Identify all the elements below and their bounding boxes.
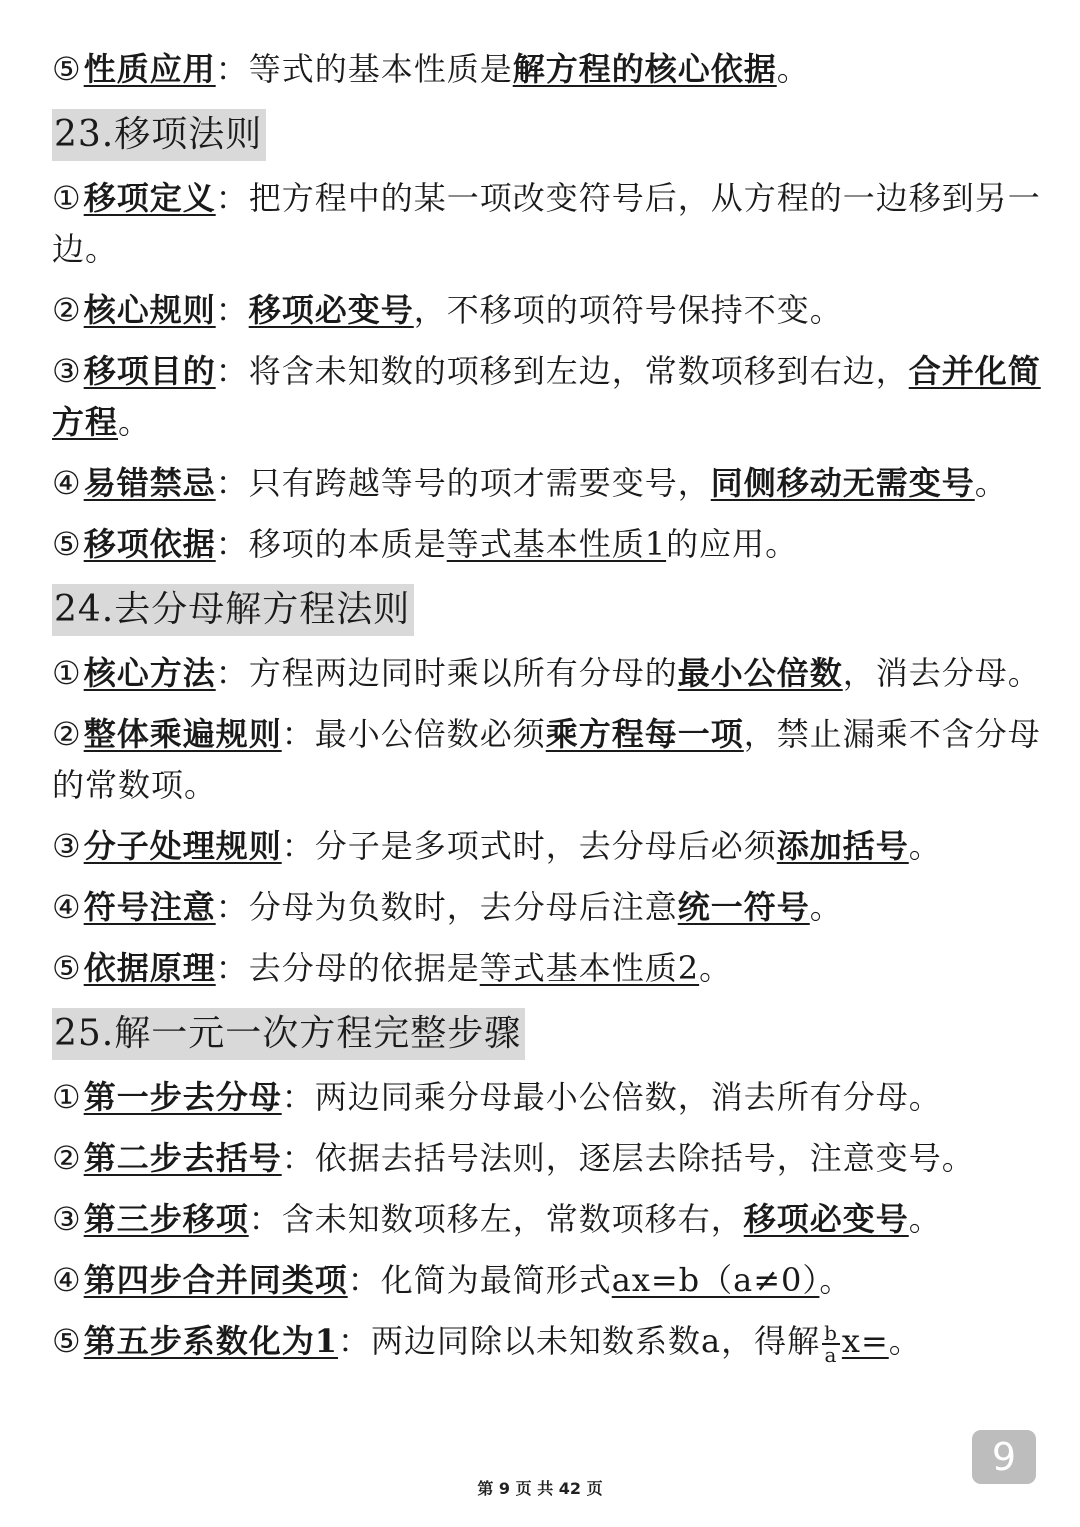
item-end: ，消去分母。 (842, 654, 1041, 692)
list-item (52, 1133, 1042, 1184)
item-colon: ： (215, 888, 249, 926)
item-label: 第五步系数化为1 (83, 1322, 338, 1360)
page-number-badge: 9 (972, 1430, 1036, 1484)
item-text: 将含未知数的项移到左边，常数项移到右边， (248, 352, 909, 390)
item-number: ⑤ (52, 50, 82, 88)
item-label: 第三步移项 (83, 1200, 249, 1238)
list-item (52, 709, 1042, 811)
item-colon: ： (215, 949, 249, 987)
item-text: 只有跨越等号的项才需要变号， (248, 464, 711, 502)
item-number: ③ (52, 1200, 82, 1238)
fraction-numerator: b (824, 1320, 838, 1345)
list-item (52, 1072, 1042, 1123)
item-label: 移项定义 (83, 179, 216, 217)
item-label: 核心规则 (83, 291, 216, 329)
item-number: ② (52, 291, 82, 329)
item-end: 。 (908, 1200, 942, 1238)
item-keyword: 乘方程每一项 (545, 715, 744, 753)
item-colon: ： (281, 1078, 315, 1116)
list-item (52, 821, 1042, 872)
item-text: ，不移项的项符号保持不变。 (413, 291, 843, 329)
list-item (52, 346, 1042, 448)
item-text: 两边同乘分母最小公倍数，消去所有分母。 (314, 1078, 942, 1116)
section-heading: 23.移项法则 (52, 109, 266, 161)
item-end: 。 (809, 888, 843, 926)
item-keyword: 合并化简方程 (52, 352, 1041, 441)
item-keyword: 等式基本性质1 (446, 525, 667, 563)
item-text: 分子是多项式时，去分母后必须 (314, 827, 777, 865)
item-label: 依据原理 (83, 949, 216, 987)
item-text: 分母为负数时，去分母后注意 (248, 888, 678, 926)
list-item (52, 882, 1042, 933)
list-item (52, 519, 1042, 570)
item-keyword: 最小公倍数 (677, 654, 843, 692)
item-label: 分子处理规则 (83, 827, 282, 865)
list-item (52, 943, 1042, 994)
item-text: 方程两边同时乘以所有分母的 (248, 654, 678, 692)
item-label: 第一步去分母 (83, 1078, 282, 1116)
item-keyword: 添加括号 (776, 827, 909, 865)
item-text: 去分母的依据是 (248, 949, 480, 987)
item-label: 移项依据 (83, 525, 216, 563)
item-text: 移项的本质是 (248, 525, 447, 563)
list-item (52, 1194, 1042, 1245)
item-text: 最小公倍数必须 (314, 715, 546, 753)
item-colon: ： (281, 1139, 315, 1177)
item-colon: ： (337, 1322, 371, 1360)
item-number: ① (52, 179, 82, 217)
item-keyword: 统一符号 (677, 888, 810, 926)
item-end: ，禁止漏乘不含分母的常数项。 (52, 715, 1041, 804)
item-colon: ： (215, 352, 249, 390)
item-label: 核心方法 (83, 654, 216, 692)
item-text: 把方程中的某一项改变符号后，从方程的一边移到另一边。 (52, 179, 1041, 268)
list-item (52, 173, 1042, 275)
item-keyword: 移项必变号 (743, 1200, 909, 1238)
item-number: ③ (52, 352, 82, 390)
section-heading: 24.去分母解方程法则 (52, 584, 414, 636)
item-end: 。 (974, 464, 1008, 502)
item-text: 含未知数项移左，常数项移右， (281, 1200, 744, 1238)
item-label: 整体乘遍规则 (83, 715, 282, 753)
list-item (52, 458, 1042, 509)
item-keyword: x= (841, 1322, 889, 1360)
item-keyword: ax=b（a≠0） (611, 1261, 820, 1299)
item-number: ② (52, 1139, 82, 1177)
section-heading: 25.解一元一次方程完整步骤 (52, 1008, 525, 1060)
item-label: 易错禁忌 (83, 464, 216, 502)
fraction-denominator: a (824, 1342, 838, 1367)
list-item (52, 648, 1042, 699)
item-end: 。 (888, 1322, 922, 1360)
item-text: 等式的基本性质是 (248, 50, 513, 88)
item-colon: ： (215, 525, 249, 563)
item-end: 。 (819, 1261, 853, 1299)
item-colon: ： (215, 50, 249, 88)
item-label: 第四步合并同类项 (83, 1261, 348, 1299)
item-colon: ： (248, 1200, 282, 1238)
item-colon: ： (281, 827, 315, 865)
item-text: 依据去括号法则，逐层去除括号，注意变号。 (314, 1139, 975, 1177)
item-label: 符号注意 (83, 888, 216, 926)
item-end: 。 (699, 949, 733, 987)
item-keyword: 同侧移动无需变号 (710, 464, 975, 502)
item-colon: ： (281, 715, 315, 753)
item-colon: ： (347, 1261, 381, 1299)
fraction (822, 1320, 840, 1367)
item-keyword: 移项必变号 (248, 291, 414, 329)
item-text: 两边同除以未知数系数a，得解 (370, 1322, 821, 1360)
list-item (52, 1316, 1042, 1367)
item-number: ① (52, 654, 82, 692)
page-footer: 第 9 页 共 42 页 (477, 1479, 603, 1498)
item-number: ④ (52, 464, 82, 502)
item-number: ⑤ (52, 949, 82, 987)
item-end: 。 (908, 827, 942, 865)
item-keyword: 等式基本性质2 (479, 949, 700, 987)
item-number: ⑤ (52, 525, 82, 563)
item-colon: ： (215, 654, 249, 692)
item-number: ④ (52, 1261, 82, 1299)
item-label: 第二步去括号 (83, 1139, 282, 1177)
item-number: ⑤ (52, 1322, 82, 1360)
item-colon: ： (215, 179, 249, 217)
list-item (52, 44, 1042, 95)
item-number: ④ (52, 888, 82, 926)
item-end: 。 (118, 403, 152, 441)
item-number: ① (52, 1078, 82, 1116)
list-item (52, 1255, 1042, 1306)
list-item (52, 285, 1042, 336)
item-number: ② (52, 715, 82, 753)
item-colon: ： (215, 291, 249, 329)
item-number: ③ (52, 827, 82, 865)
item-colon: ： (215, 464, 249, 502)
item-label: 性质应用 (83, 50, 216, 88)
item-label: 移项目的 (83, 352, 216, 390)
document-page (52, 44, 1042, 1377)
item-text: 化简为最简形式 (380, 1261, 612, 1299)
item-keyword: 解方程的核心依据 (512, 50, 777, 88)
item-end: 的应用。 (666, 525, 799, 563)
item-end: 。 (776, 50, 810, 88)
